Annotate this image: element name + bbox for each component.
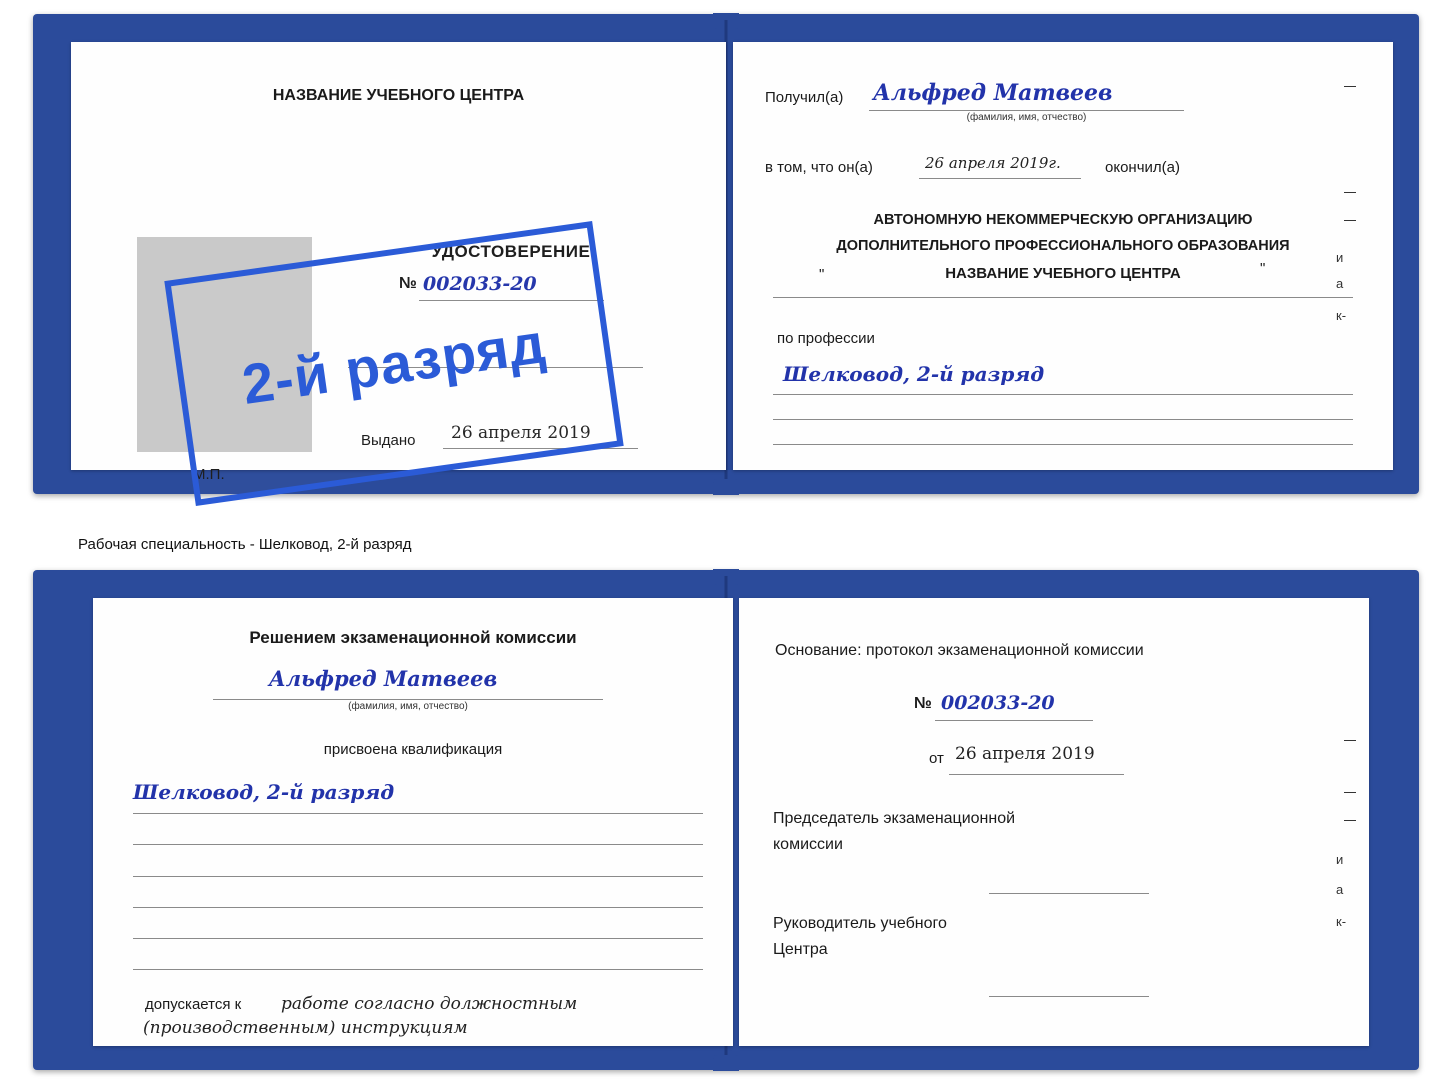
watermark-text: 2-й разряд [238, 311, 550, 416]
bottom-booklet-cover [33, 570, 1419, 1070]
head-line-2: Центра [773, 941, 828, 958]
quote-close: " [1260, 260, 1266, 277]
person-name: Альфред Матвеев [268, 666, 498, 691]
qual-rule-4 [133, 907, 703, 908]
edge-fragment-bottom-3: к- [1336, 914, 1347, 929]
from-date-rule [949, 774, 1124, 775]
org-name: НАЗВАНИЕ УЧЕБНОГО ЦЕНТРА [945, 265, 1181, 282]
edge-fragment-3: к- [1336, 308, 1347, 323]
edge-fragment-bottom-1: и [1336, 852, 1344, 867]
admitted-value-line2: (производственным) инструкциям [143, 1018, 468, 1038]
finish-date: 26 апреля 2019г. [925, 154, 1061, 172]
basis-label: Основание: протокол экзаменационной комиссии [775, 642, 1144, 659]
qual-rule-3 [133, 876, 703, 877]
received-name-rule [869, 110, 1184, 111]
quote-open: " [819, 266, 825, 283]
qual-rule-2 [133, 844, 703, 845]
top-right-page [733, 42, 1393, 470]
edge-dash-1 [1344, 86, 1356, 87]
number-symbol: № [399, 275, 417, 292]
center-name-title: НАЗВАНИЕ УЧЕБНОГО ЦЕНТРА [272, 87, 525, 104]
edge-dash-bottom-3 [1344, 820, 1356, 821]
admitted-label: допускается к [145, 996, 242, 1013]
edge-fragment-2: а [1336, 276, 1344, 291]
received-label: Получил(а) [765, 89, 844, 106]
edge-dash-bottom-1 [1344, 740, 1356, 741]
qual-rule-6 [133, 969, 703, 970]
commission-title: Решением экзаменационной комиссии [249, 628, 577, 647]
protocol-number-symbol: № [914, 695, 932, 712]
profession-value: Шелковод, 2-й разряд [783, 362, 1045, 386]
org-line-1: АВТОНОМНУЮ НЕКОММЕРЧЕСКУЮ ОРГАНИЗАЦИЮ [873, 212, 1253, 228]
edge-dash-2 [1344, 192, 1356, 193]
org-line-2: ДОПОЛНИТЕЛЬНОГО ПРОФЕССИОНАЛЬНОГО ОБРАЗОВАНИЯ [836, 238, 1290, 254]
document-number: 002033-20 [423, 273, 537, 295]
qual-rule-5 [133, 938, 703, 939]
from-date: 26 апреля 2019 [955, 744, 1095, 764]
chairman-signature-rule [989, 893, 1149, 894]
profession-label: по профессии [777, 330, 875, 347]
page-caption: Рабочая специальность - Шелковод, 2-й разряд [78, 536, 412, 553]
protocol-number: 002033-20 [941, 692, 1055, 714]
chairman-line-1: Председатель экзаменационной [773, 810, 1016, 827]
name-hint-bottom: (фамилия, имя, отчество) [348, 701, 468, 712]
edge-dash-3 [1344, 220, 1356, 221]
document-title: УДОСТОВЕРЕНИЕ [431, 242, 591, 261]
head-signature-rule [989, 996, 1149, 997]
chairman-line-2: комиссии [773, 836, 843, 853]
person-name-rule [213, 699, 603, 700]
issued-date: 26 апреля 2019 [451, 423, 591, 443]
protocol-number-rule [935, 720, 1093, 721]
bottom-right-page [739, 598, 1369, 1046]
finish-date-rule [919, 178, 1081, 179]
name-hint: (фамилия, имя, отчество) [966, 112, 1087, 123]
qualification-value: Шелковод, 2-й разряд [133, 780, 395, 804]
head-line-1: Руководитель учебного [773, 915, 947, 932]
profession-rule-2 [773, 419, 1353, 420]
received-name: Альфред Матвеев [873, 80, 1113, 106]
issued-label: Выдано [361, 432, 416, 449]
qualification-label: присвоена квалификация [323, 741, 503, 758]
profession-rule-3 [773, 444, 1353, 445]
that-he-label: в том, что он(а) [765, 159, 873, 176]
qual-rule-1 [133, 813, 703, 814]
org-rule [773, 297, 1353, 298]
bottom-left-page [93, 598, 733, 1046]
stamp-label: М.П. [193, 466, 225, 483]
edge-fragment-bottom-2: а [1336, 882, 1344, 897]
finished-label: окончил(а) [1105, 159, 1180, 176]
edge-fragment-1: и [1336, 250, 1344, 265]
from-label: от [929, 750, 944, 767]
admitted-value-line1: работе согласно должностным [281, 994, 578, 1014]
profession-rule-1 [773, 394, 1353, 395]
edge-dash-bottom-2 [1344, 792, 1356, 793]
